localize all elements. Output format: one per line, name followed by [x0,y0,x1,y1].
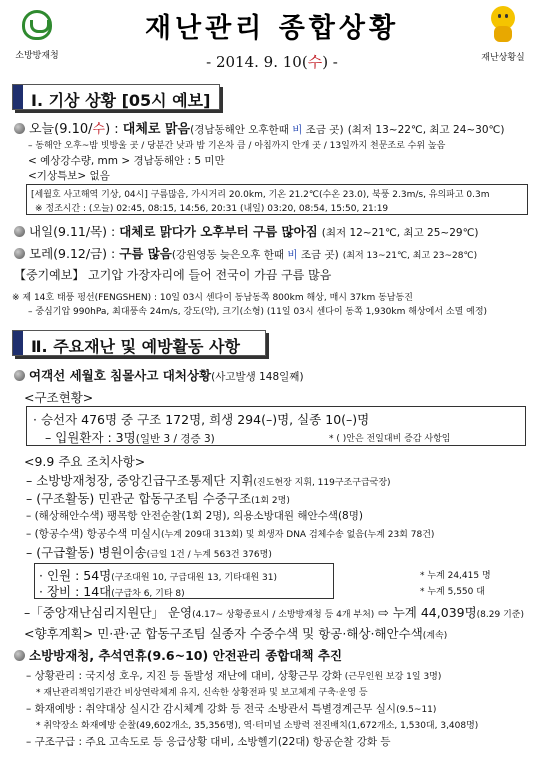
bullet-icon [14,650,25,661]
chuseok-title: 소방방재청, 추석연휴(9.6~10) 안전관리 종합대책 추진 [14,646,342,664]
page-title: 재난관리 종합상황 [144,13,400,44]
typhoon-detail: – 중심기압 990hPa, 최대풍속 24m/s, 강도(약), 크기(소형) (11일 03시 센다이 동쪽 1,930km 해상에서 소멸 예정) [28,307,488,317]
psych-support: –「중앙재난심리지원단」 운영(4.17~ 상황종료시 / 소방방재청 등 4개 부처) ⇨ 누계 44,039명(8.29 기준) [24,605,524,620]
personnel: · 인원 : 54명(구조대원 10, 구급대원 13, 기타대원 31) [39,568,277,583]
bullet-icon [14,370,25,381]
weather-today-note: – 동해안 오후~밤 빗방울 곳 / 당분간 낮과 밤 기온차 큼 / 아침까지 안개 곳 / 13일까지 천문조로 수위 높음 [28,141,446,151]
nema-logo [8,6,66,68]
actions-label: <9.9 주요 조치사항> [24,454,146,469]
section-weather-heading: Ⅰ. 기상 상황 [05시 예보] [12,84,220,110]
rescue-status-box [26,406,526,446]
dept-name: 재난상황실 [481,53,525,63]
sewol-weather-obs: [세월호 사고해역 기상, 04시] 구름많음, 가시거리 20.0km, 기온 21.2℃(수온 23.0), 북풍 2.3m/s, 유의파고 0.3m [31,190,490,200]
weather-today: 오늘(9.10/수) : 대체로 맑음(경남동해안 오후한때 비 조금 곳) (최저 13~22℃, 최고 24~30℃) [14,118,504,137]
bullet-icon [14,226,25,237]
mid-term-forecast: 【중기예보】 고기압 가장자리에 들어 전국이 가끔 구름 많음 [14,268,332,282]
equipment: · 장비 : 14대(구급차 6, 기타 8) [39,584,185,599]
resources-box [34,563,334,599]
chuseok-item: – 화재예방 : 취약대상 실시간 감시체계 강화 등 전국 소방관서 특별경계근무 실시(9.5~11) [26,703,437,715]
action-item: – (항공수색) 항공수색 미실시(누계 209대 313회) 및 희생자 DNA 검체수송 없음(누계 23회 78건) [26,528,435,540]
shield-logo-icon [22,10,52,40]
sewol-weather-box [26,184,528,215]
action-item: – (구급활동) 병원이송(금일 1건 / 누계 563건 376명) [26,545,272,560]
report-date: - 2014. 9. 10(수) - [206,53,338,71]
typhoon-info: ※ 제 14호 태풍 펑선(FENGSHEN) : 10일 03시 센다이 동남동쪽 800km 해상, 매시 37km 동남동진 [12,293,413,303]
ferry-title: 여객선 세월호 침몰사고 대처상황(사고발생 148일째) [14,366,304,384]
action-item: – 소방방재청장, 중앙긴급구조통제단 지휘(진도현장 지휘, 119구조구급국장) [26,473,391,488]
bullet-icon [14,248,25,259]
rain-forecast: < 예상강수량, mm > 경남동해안 : 5 미만 [28,155,225,167]
rescue-note: * ( )안은 전일대비 증감 사항임 [329,434,451,444]
title-block [78,4,466,70]
action-item: – (해상해안수색) 팽목항 안전순찰(1회 2명), 의용소방대원 해안수색(8명) [26,510,363,522]
weather-report: <기상특보> 없음 [28,170,110,182]
action-item: – (구조활동) 민관군 합동구조팀 수중구조(1회 2명) [26,491,290,506]
future-plan: <향후계획> 민·관·군 합동구조팀 실종자 수중수색 및 항공·해상·해안수색(계속) [24,626,448,641]
section-disaster-heading: Ⅱ. 주요재난 및 예방활동 사항 [12,330,266,356]
bullet-icon [14,123,25,134]
rescue-status-label: <구조현황> [24,390,94,405]
personnel-total: * 누계 24,415 명 [420,571,491,581]
org-name: 소방방재청 [15,51,59,61]
mascot-icon [485,6,521,44]
weather-tomorrow: 내일(9.11/목) : 대체로 맑다가 오후부터 구름 많아짐 (최저 12~21℃, 최고 25~29℃) [14,222,478,240]
report-header [6,4,537,70]
chuseok-subitem: * 재난관리책임기관간 비상연락체계 유지, 신속한 상황전파 및 보고체계 구축·운영 등 [36,688,368,698]
equipment-total: * 누계 5,550 대 [420,587,485,597]
date-weekday: 수 [307,53,323,71]
weather-day-after: 모레(9.12/금) : 구름 많음(강원영동 늦은오후 한때 비 조금 곳) (최저 13~21℃, 최고 23~28℃) [14,244,477,262]
hospitalized: – 입원환자 : 3명(일반 3 / 경증 3) [45,430,215,445]
chuseok-item: – 구조구급 : 주요 고속도로 등 응급상황 대비, 소방헬기(22대) 항공순찰 강화 등 [26,736,391,748]
chuseok-item: – 상황관리 : 국지성 호우, 지진 등 돌발성 재난에 대비, 상황근무 강화 (근무인원 보강 1일 3명) [26,670,442,682]
mascot-logo [471,4,535,70]
tide-times: ※ 정조시간 : (오늘) 02:45, 08:15, 14:56, 20:31 (내일) 03:20, 08:54, 15:50, 21:19 [35,204,389,214]
chuseok-subitem: * 취약장소 화재예방 순찰(49,602개소, 35,356명), 역·터미널 소방력 전진배치(1,672개소, 1,530대, 3,408명) [36,721,479,731]
rescue-totals: · 승선자 476명 중 구조 172명, 희생 294(–)명, 실종 10(–)명 [33,412,370,427]
